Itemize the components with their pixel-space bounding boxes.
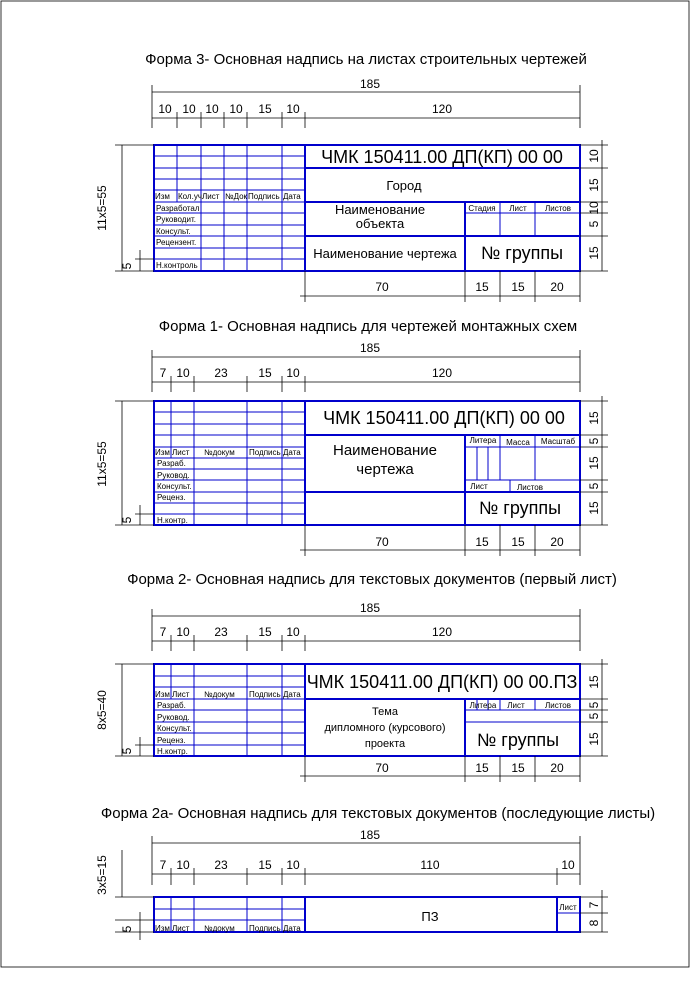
form-2a-title: Форма 2а- Основная надпись для текстовых документов (последующие листы) [100,805,656,822]
form-3-rdim-5: 15 [587,246,601,260]
form-3-sheets: Листов [545,204,571,213]
form-1-role-1: Разраб. [157,459,186,468]
form-2a-hdr-ndok: №докум [204,924,235,933]
form-2-dim-col3: 23 [214,625,228,639]
form-3-bdim-4: 20 [550,280,564,294]
form-2-role-4: Реценз. [157,736,186,745]
form-1-dim-col1: 7 [159,366,167,380]
form-2-dim-col5: 10 [286,625,300,639]
form-1-role-4: Реценз. [157,493,186,502]
form-2-role-2: Руковод. [157,713,190,722]
form-2-bdim-2: 15 [475,761,489,775]
form-2-rdim-3: 5 [587,712,601,720]
form-1-hdr-list: Лист [172,448,190,457]
form-3-stage: Стадия [468,204,496,213]
form-1-dim-col6: 120 [431,366,453,380]
form-1-height-label: 11х5=55 [95,441,109,487]
form-3-dim-col7: 120 [431,102,453,116]
form-1-hdr-data: Дата [283,448,301,457]
form-3-dim-col3: 10 [205,102,219,116]
form-1-scale: Масштаб [540,437,576,446]
form-1-rdim-1: 15 [587,411,601,425]
form-2a-left-small: 5 [120,925,134,933]
form-3 [95,51,608,302]
form-2-topic-2: дипломного (курсового) [324,722,446,734]
form-2-hdr-izm: Изм [155,690,170,699]
form-1-bdim-3: 15 [511,535,525,549]
form-2-hdr-list: Лист [172,690,190,699]
form-1-total-dim: 185 [359,341,381,355]
form-1-dim-col3: 23 [214,366,228,380]
form-3-dim-col4: 10 [229,102,243,116]
form-3-hdr-izm: Изм [155,192,170,201]
form-3-dim-col6: 10 [286,102,300,116]
form-1-role-5: Н.контр. [157,516,188,525]
form-1-hdr-ndok: №докум [204,448,235,457]
form-2-dim-col2: 10 [176,625,190,639]
form-2a-rdim-2: 8 [587,919,601,927]
form-3-hdr-ndok: №Док [225,192,248,201]
form-3-object: Наименование объекта [334,203,426,231]
form-2-hdr-data: Дата [283,690,301,699]
form-1-title: Форма 1- Основная надпись для чертежей монтажных схем [158,318,578,335]
form-3-bdim-2: 15 [475,280,489,294]
form-3-group: № группы [480,243,564,263]
form-2a-dim-col5: 10 [286,858,300,872]
form-2-role-3: Консульт. [157,724,192,733]
form-2a-dim-col7: 10 [561,858,575,872]
form-1-sheets: Листов [517,483,543,492]
form-1-role-2: Руковод. [157,471,190,480]
form-1-bdim-1: 70 [375,535,389,549]
form-2-bdim-1: 70 [375,761,389,775]
form-1-group: № группы [478,498,562,518]
form-2a [95,805,655,940]
form-1-rdim-4: 5 [587,482,601,490]
form-2a-hdr-podp: Подпись [249,924,281,933]
form-1-hdr-podp: Подпись [249,448,281,457]
form-3-sheet: Лист [509,204,527,213]
form-2-sheets: Листов [545,701,571,710]
form-1 [95,318,608,556]
form-2-title: Форма 2- Основная надпись для текстовых документов (первый лист) [127,571,617,588]
form-1-mass: Масса [506,438,530,447]
form-1-bdim-4: 20 [550,535,564,549]
form-1-drawing-wrap [325,441,445,481]
form-2-height-label: 8х5=40 [95,690,109,730]
form-2a-hdr-izm: Изм [155,924,170,933]
form-2a-hdr-data: Дата [283,924,301,933]
form-2-bdim-4: 20 [550,761,564,775]
form-3-hdr-podp: Подпись [248,192,280,201]
form-2a-dim-col4: 15 [258,858,272,872]
form-3-rdim-2: 15 [587,178,601,192]
form-1-dim-col2: 10 [176,366,190,380]
form-1-rdim-3: 15 [587,456,601,470]
form-3-dim-col2: 10 [182,102,196,116]
form-3-bdim-3: 15 [511,280,525,294]
form-3-hdr-data: Дата [283,192,301,201]
form-3-total-dim: 185 [359,77,381,91]
form-1-left-small: 5 [120,516,134,524]
form-2-group: № группы [476,730,560,750]
form-2a-dim-col3: 23 [214,858,228,872]
form-2-litera: Литера [469,701,497,710]
form-3-role-1: Разработал [156,204,200,213]
form-2-dim-col6: 120 [431,625,453,639]
form-2-rdim-4: 15 [587,732,601,746]
form-2a-sheet: Лист [559,903,577,912]
form-2-role-1: Разраб. [157,701,186,710]
form-3-role-4: Рецензент. [156,238,197,247]
form-2-sheet: Лист [507,701,525,710]
form-1-hdr-izm: Изм [155,448,170,457]
form-1-rdim-2: 5 [587,437,601,445]
form-1-bdim-2: 15 [475,535,489,549]
form-3-role-2: Руководит. [156,215,196,224]
form-3-code: ЧМК 150411.00 ДП(КП) 00 00 [321,147,563,167]
form-3-title: Форма 3- Основная надпись на листах строительных чертежей [145,51,587,68]
form-2a-code: ПЗ [421,909,439,924]
form-3-dim-col5: 15 [258,102,272,116]
form-2 [95,571,617,782]
form-3-rdim-4: 5 [587,220,601,228]
form-3-role-5: Н.контроль [156,261,198,270]
form-2-rdim-1: 15 [587,675,601,689]
form-3-dim-col1: 10 [158,102,172,116]
form-2a-dim-col1: 7 [159,858,167,872]
form-3-object-wrap [330,203,430,237]
form-3-role-3: Консульт. [156,227,191,236]
form-2a-total-dim: 185 [359,828,381,842]
form-2-rdim-2: 5 [587,701,601,709]
form-2-topic-1: Тема [372,706,398,718]
form-1-rdim-5: 15 [587,501,601,515]
form-2-bdim-3: 15 [511,761,525,775]
form-2a-hdr-list: Лист [172,924,190,933]
form-2-role-5: Н.контр. [157,747,188,756]
form-1-litera: Литера [469,436,497,445]
form-3-hdr-list: Лист [202,192,220,201]
form-2-topic-3: проекта [364,738,406,750]
form-3-rdim-3: 10 [587,201,601,215]
form-2-hdr-podp: Подпись [249,690,281,699]
form-2a-rdim-1: 7 [587,901,601,909]
form-3-rdim-1: 10 [587,149,601,163]
form-2a-height-label: 3х5=15 [95,855,109,895]
form-3-bdim-1: 70 [375,280,389,294]
form-3-left-small: 5 [120,262,134,270]
form-2-dim-col1: 7 [159,625,167,639]
form-3-city: Город [386,178,422,193]
form-1-drawing: Наименование чертежа [333,442,437,478]
form-1-code: ЧМК 150411.00 ДП(КП) 00 00 [323,408,565,428]
form-2-total-dim: 185 [359,601,381,615]
form-1-role-3: Консульт. [157,482,192,491]
form-2a-dim-col2: 10 [176,858,190,872]
form-3-height-label: 11х5=55 [95,185,109,231]
form-1-sheet: Лист [470,482,488,491]
form-2a-dim-col6: 110 [420,858,440,872]
form-2-hdr-ndok: №докум [204,690,235,699]
form-3-hdr-kolu: Кол.уч [178,192,202,201]
form-3-drawing: Наименование чертежа [313,246,457,261]
form-2-dim-col4: 15 [258,625,272,639]
form-1-dim-col4: 15 [258,366,272,380]
form-2-left-small: 5 [120,747,134,755]
form-1-dim-col5: 10 [286,366,300,380]
form-2-code: ЧМК 150411.00 ДП(КП) 00 00.ПЗ [306,672,578,692]
